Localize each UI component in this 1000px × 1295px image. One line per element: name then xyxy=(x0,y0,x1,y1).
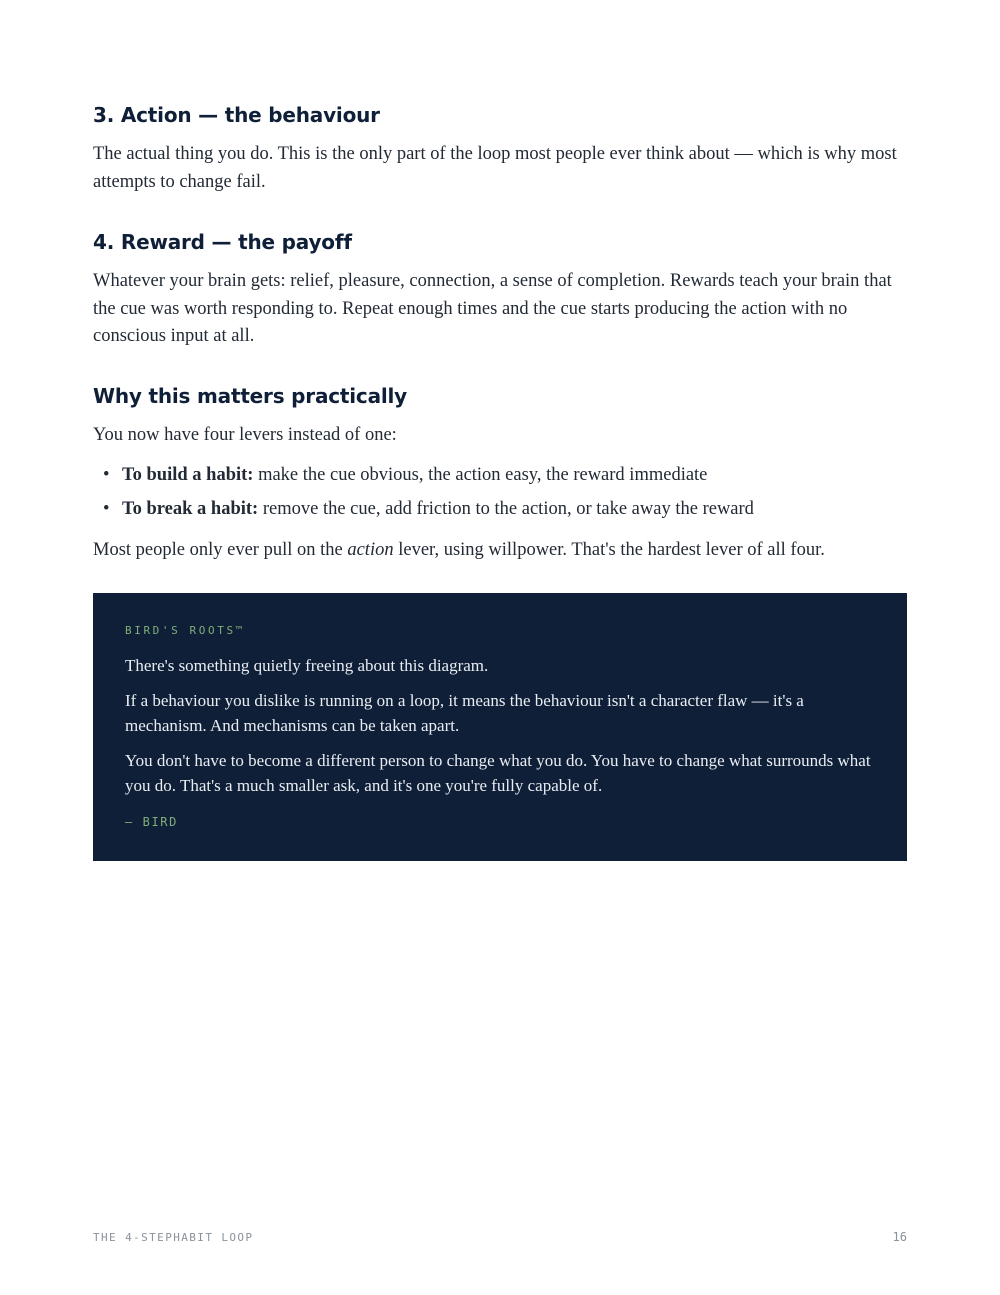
lever-text: remove the cue, add friction to the action, or take away the reward xyxy=(258,499,754,519)
list-item xyxy=(93,496,907,523)
footer-title: THE 4-STEPHABIT LOOP xyxy=(93,1231,254,1244)
callout-signature: — BIRD xyxy=(125,815,178,829)
closing-text-start: Most people only ever pull on the xyxy=(93,540,348,560)
closing-text-end: lever, using willpower. That's the hardest lever of all four. xyxy=(393,540,825,560)
section-heading-why: Why this matters practically xyxy=(93,384,408,408)
page-number: 16 xyxy=(892,1230,907,1244)
list-item xyxy=(93,462,907,489)
section-heading-action: 3. Action — the behaviour xyxy=(93,103,380,127)
lever-text: make the cue obvious, the action easy, the reward immediate xyxy=(253,465,708,485)
bullet-icon: • xyxy=(103,499,110,519)
callout-paragraph: There's something quietly freeing about this diagram. xyxy=(125,656,489,675)
birds-roots-callout xyxy=(93,593,907,861)
callout-tag: BIRD'S ROOTS™ xyxy=(125,624,245,637)
callout-paragraph: You don't have to become a different person to change what you do. You have to change what surrounds what you do. That's a much smaller ask, and it's one you're fully capable of. xyxy=(125,751,871,795)
section-body-action: The actual thing you do. This is the only part of the loop most people ever think about — which is why most attempts to change fail. xyxy=(93,144,897,192)
lever-label: To break a habit: xyxy=(122,499,259,519)
callout-paragraph: If a behaviour you dislike is running on a loop, it means the behaviour isn't a character flaw — it's a mechanism. And mechanisms can be taken apart. xyxy=(125,691,804,735)
closing-paragraph xyxy=(93,537,907,565)
closing-emphasis: action xyxy=(347,540,394,560)
levers-list xyxy=(93,462,907,530)
lever-label: To build a habit: xyxy=(122,465,254,485)
section-intro-why: You now have four levers instead of one: xyxy=(93,425,397,445)
bullet-icon: • xyxy=(103,465,110,485)
section-heading-reward: 4. Reward — the payoff xyxy=(93,230,352,254)
section-body-reward: Whatever your brain gets: relief, pleasure, connection, a sense of completion. Rewards teach your brain that the cue was worth responding to. Repeat enough times and the cue starts producing the action with no conscious input at all. xyxy=(93,271,892,346)
